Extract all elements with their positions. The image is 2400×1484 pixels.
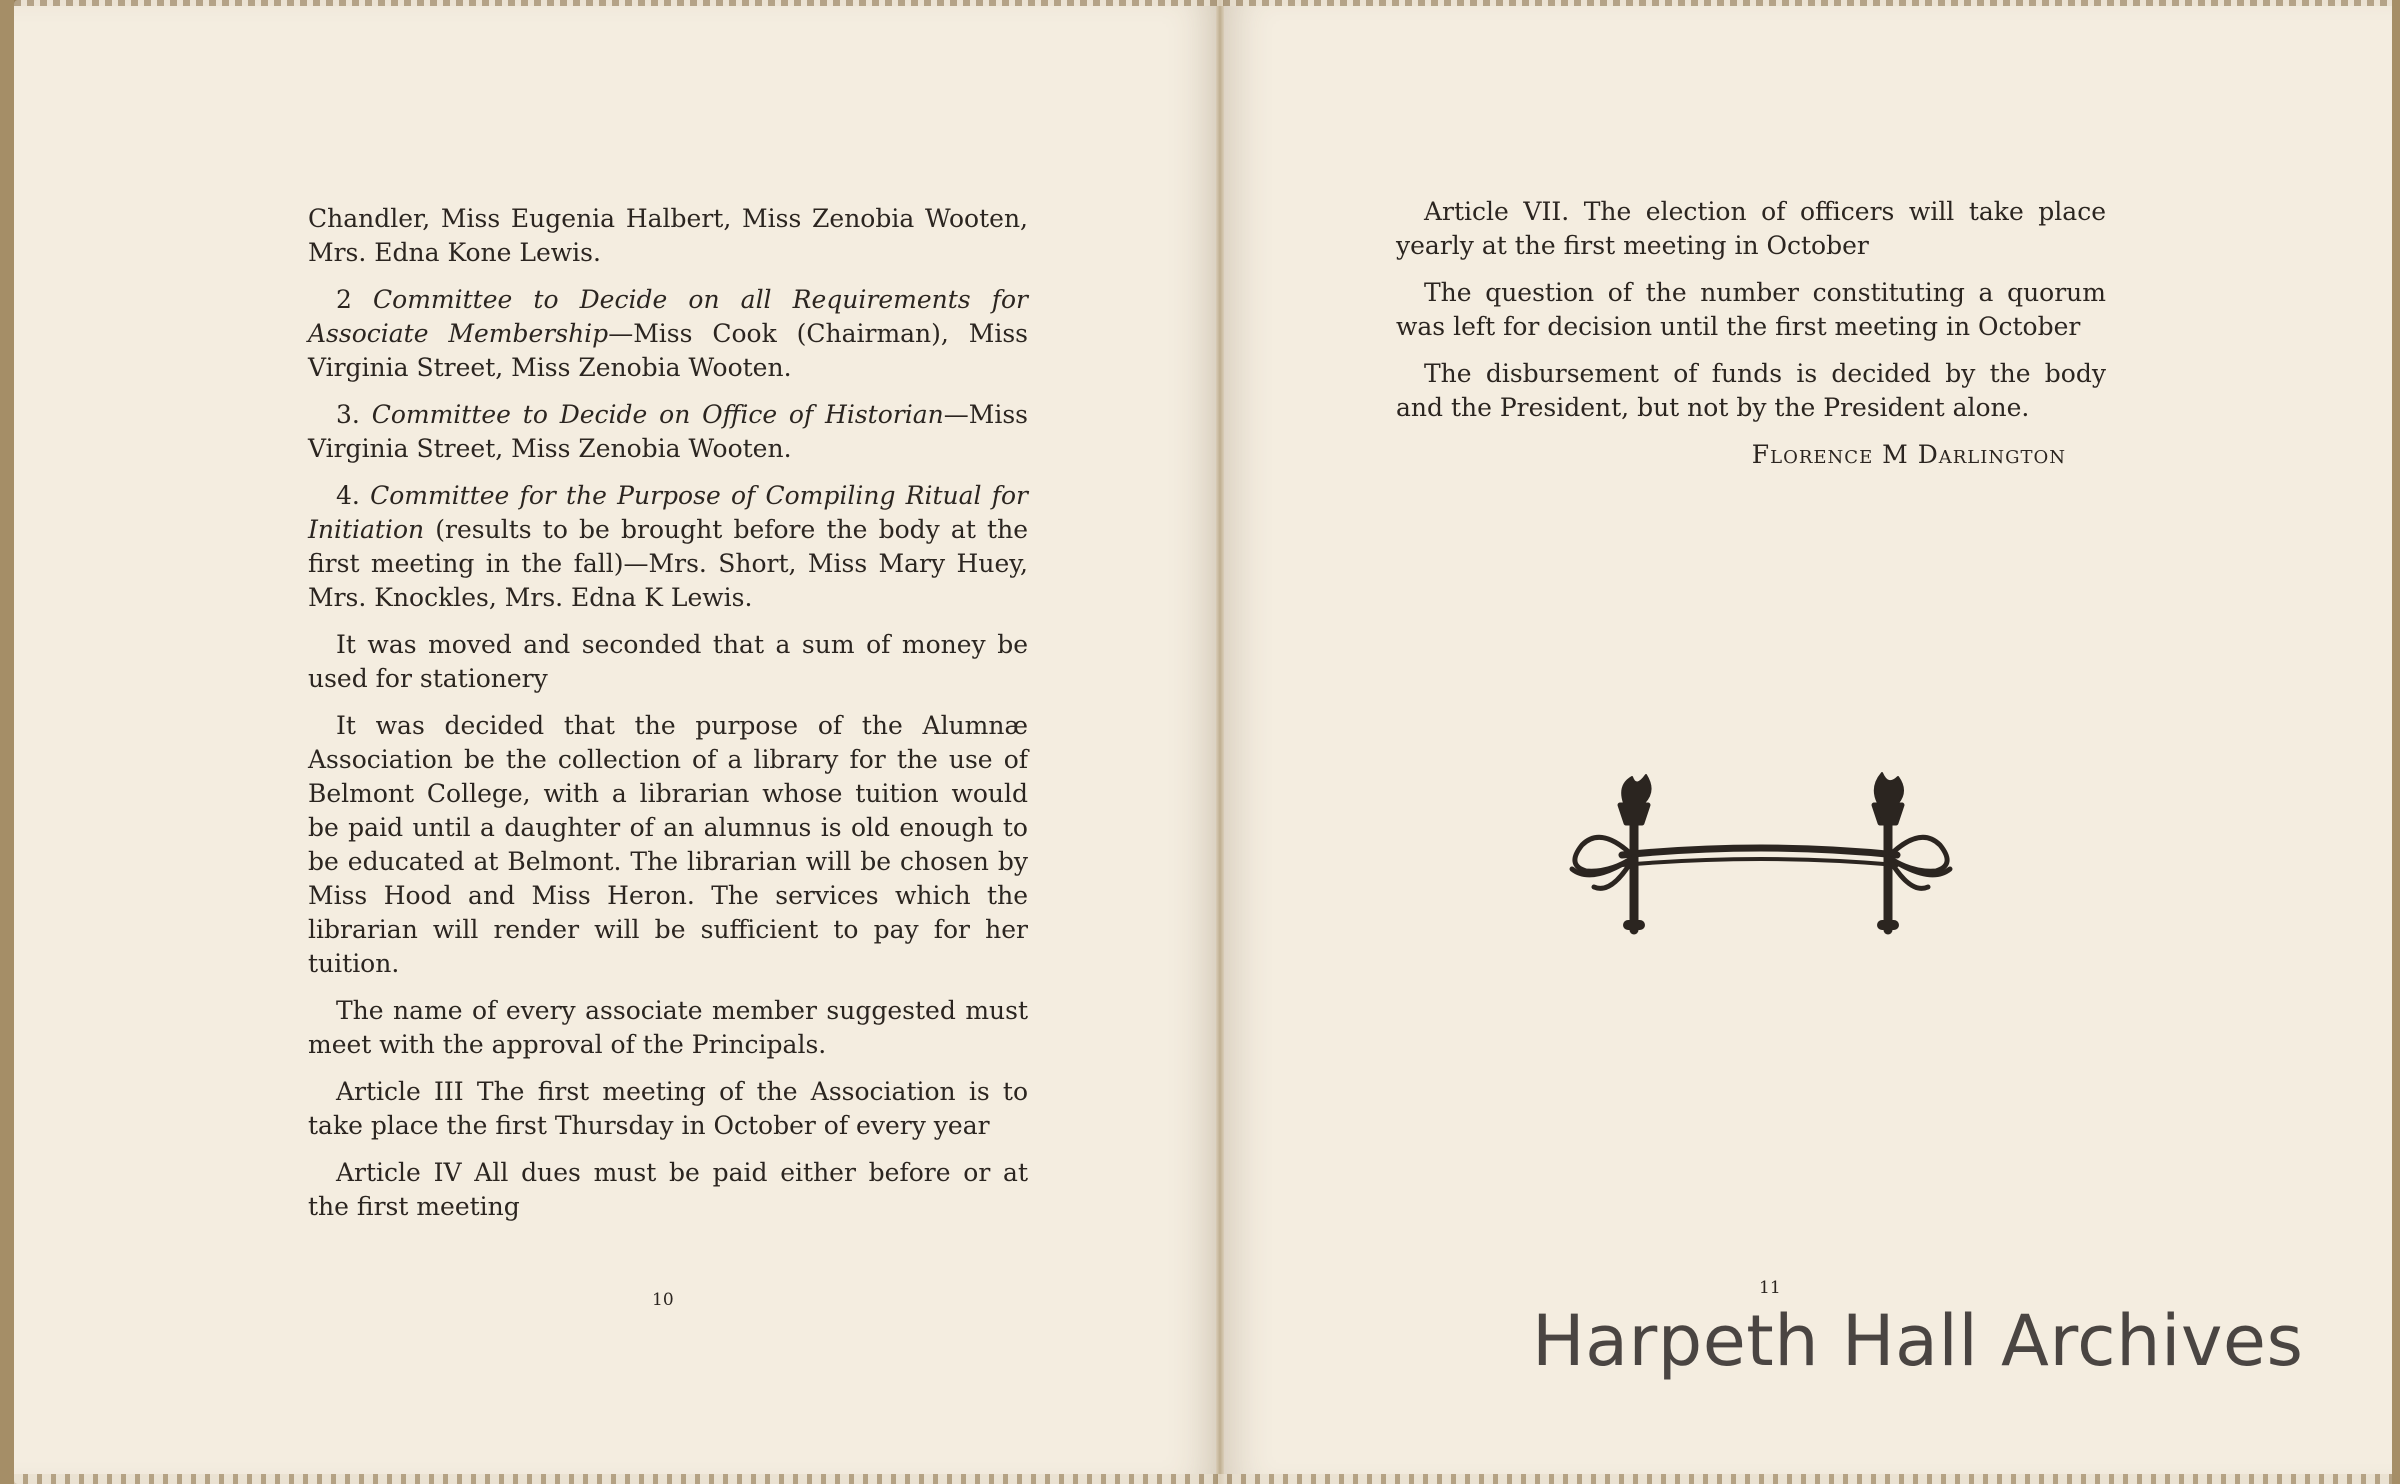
committee-title: Committee for the Purpose of Compiling Ritual for Initiation	[308, 481, 1028, 544]
crossed-torches-ornament-icon	[1552, 765, 1972, 945]
paragraph-committee-3	[308, 398, 1028, 466]
item-number: 2	[336, 285, 352, 314]
paragraph-committee-4	[308, 479, 1028, 615]
paragraph-disbursement: The disbursement of funds is decided by the body and the President, but not by the President alone.	[1396, 359, 2106, 422]
left-page-text	[308, 202, 1028, 1237]
page-number-right: 11	[1759, 1278, 1781, 1298]
page-number-left: 10	[652, 1290, 674, 1310]
paragraph-committee-members: Chandler, Miss Eugenia Halbert, Miss Zenobia Wooten, Mrs. Edna Kone Lewis.	[308, 204, 1028, 267]
committee-members: —Miss Virginia Street, Miss Zenobia Wooten.	[308, 400, 1028, 463]
paragraph-associate-approval: The name of every associate member suggested must meet with the approval of the Principals.	[308, 996, 1028, 1059]
committee-members: (results to be brought before the body at the first meeting in the fall)—Mrs. Short, Miss Mary Huey, Mrs. Knockles, Mrs. Edna K Lewis.	[308, 515, 1028, 612]
paragraph-article-7: Article VII. The election of officers will take place yearly at the first meeting in October	[1396, 197, 2106, 260]
paragraph-stationery: It was moved and seconded that a sum of money be used for stationery	[308, 630, 1028, 693]
deckled-top-edge	[14, 0, 2392, 6]
item-number: 4.	[336, 481, 360, 510]
committee-title: Committee to Decide on all Requirements for Associate Membership	[308, 285, 1028, 348]
item-number: 3.	[336, 400, 360, 429]
paragraph-committee-2	[308, 283, 1028, 385]
paragraph-library-purpose: It was decided that the purpose of the Alumnæ Association be the collection of a library for the use of Belmont College, with a librarian whose tuition would be paid until a daughter of an alumnus is old enough to be educated at Belmont. The librarian will be chosen by Miss Hood and Miss Heron. The services which the librarian will render will be sufficient to pay for her tuition.	[308, 711, 1028, 978]
committee-title: Committee to Decide on Office of Historian	[371, 400, 944, 429]
paragraph-article-4: Article IV All dues must be paid either before or at the first meeting	[308, 1158, 1028, 1221]
right-page-text	[1396, 195, 2106, 472]
paragraph-article-3: Article III The first meeting of the Association is to take place the first Thursday in October of every year	[308, 1077, 1028, 1140]
deckled-bottom-edge	[14, 1474, 2392, 1484]
archive-watermark: Harpeth Hall Archives	[1532, 1300, 2304, 1382]
signature: Florence M Darlington	[1751, 440, 2066, 469]
book-gutter	[1216, 0, 1224, 1484]
paragraph-quorum: The question of the number constituting a quorum was left for decision until the first meeting in October	[1396, 278, 2106, 341]
committee-members: —Miss Cook (Chairman), Miss Virginia Street, Miss Zenobia Wooten.	[308, 319, 1028, 382]
